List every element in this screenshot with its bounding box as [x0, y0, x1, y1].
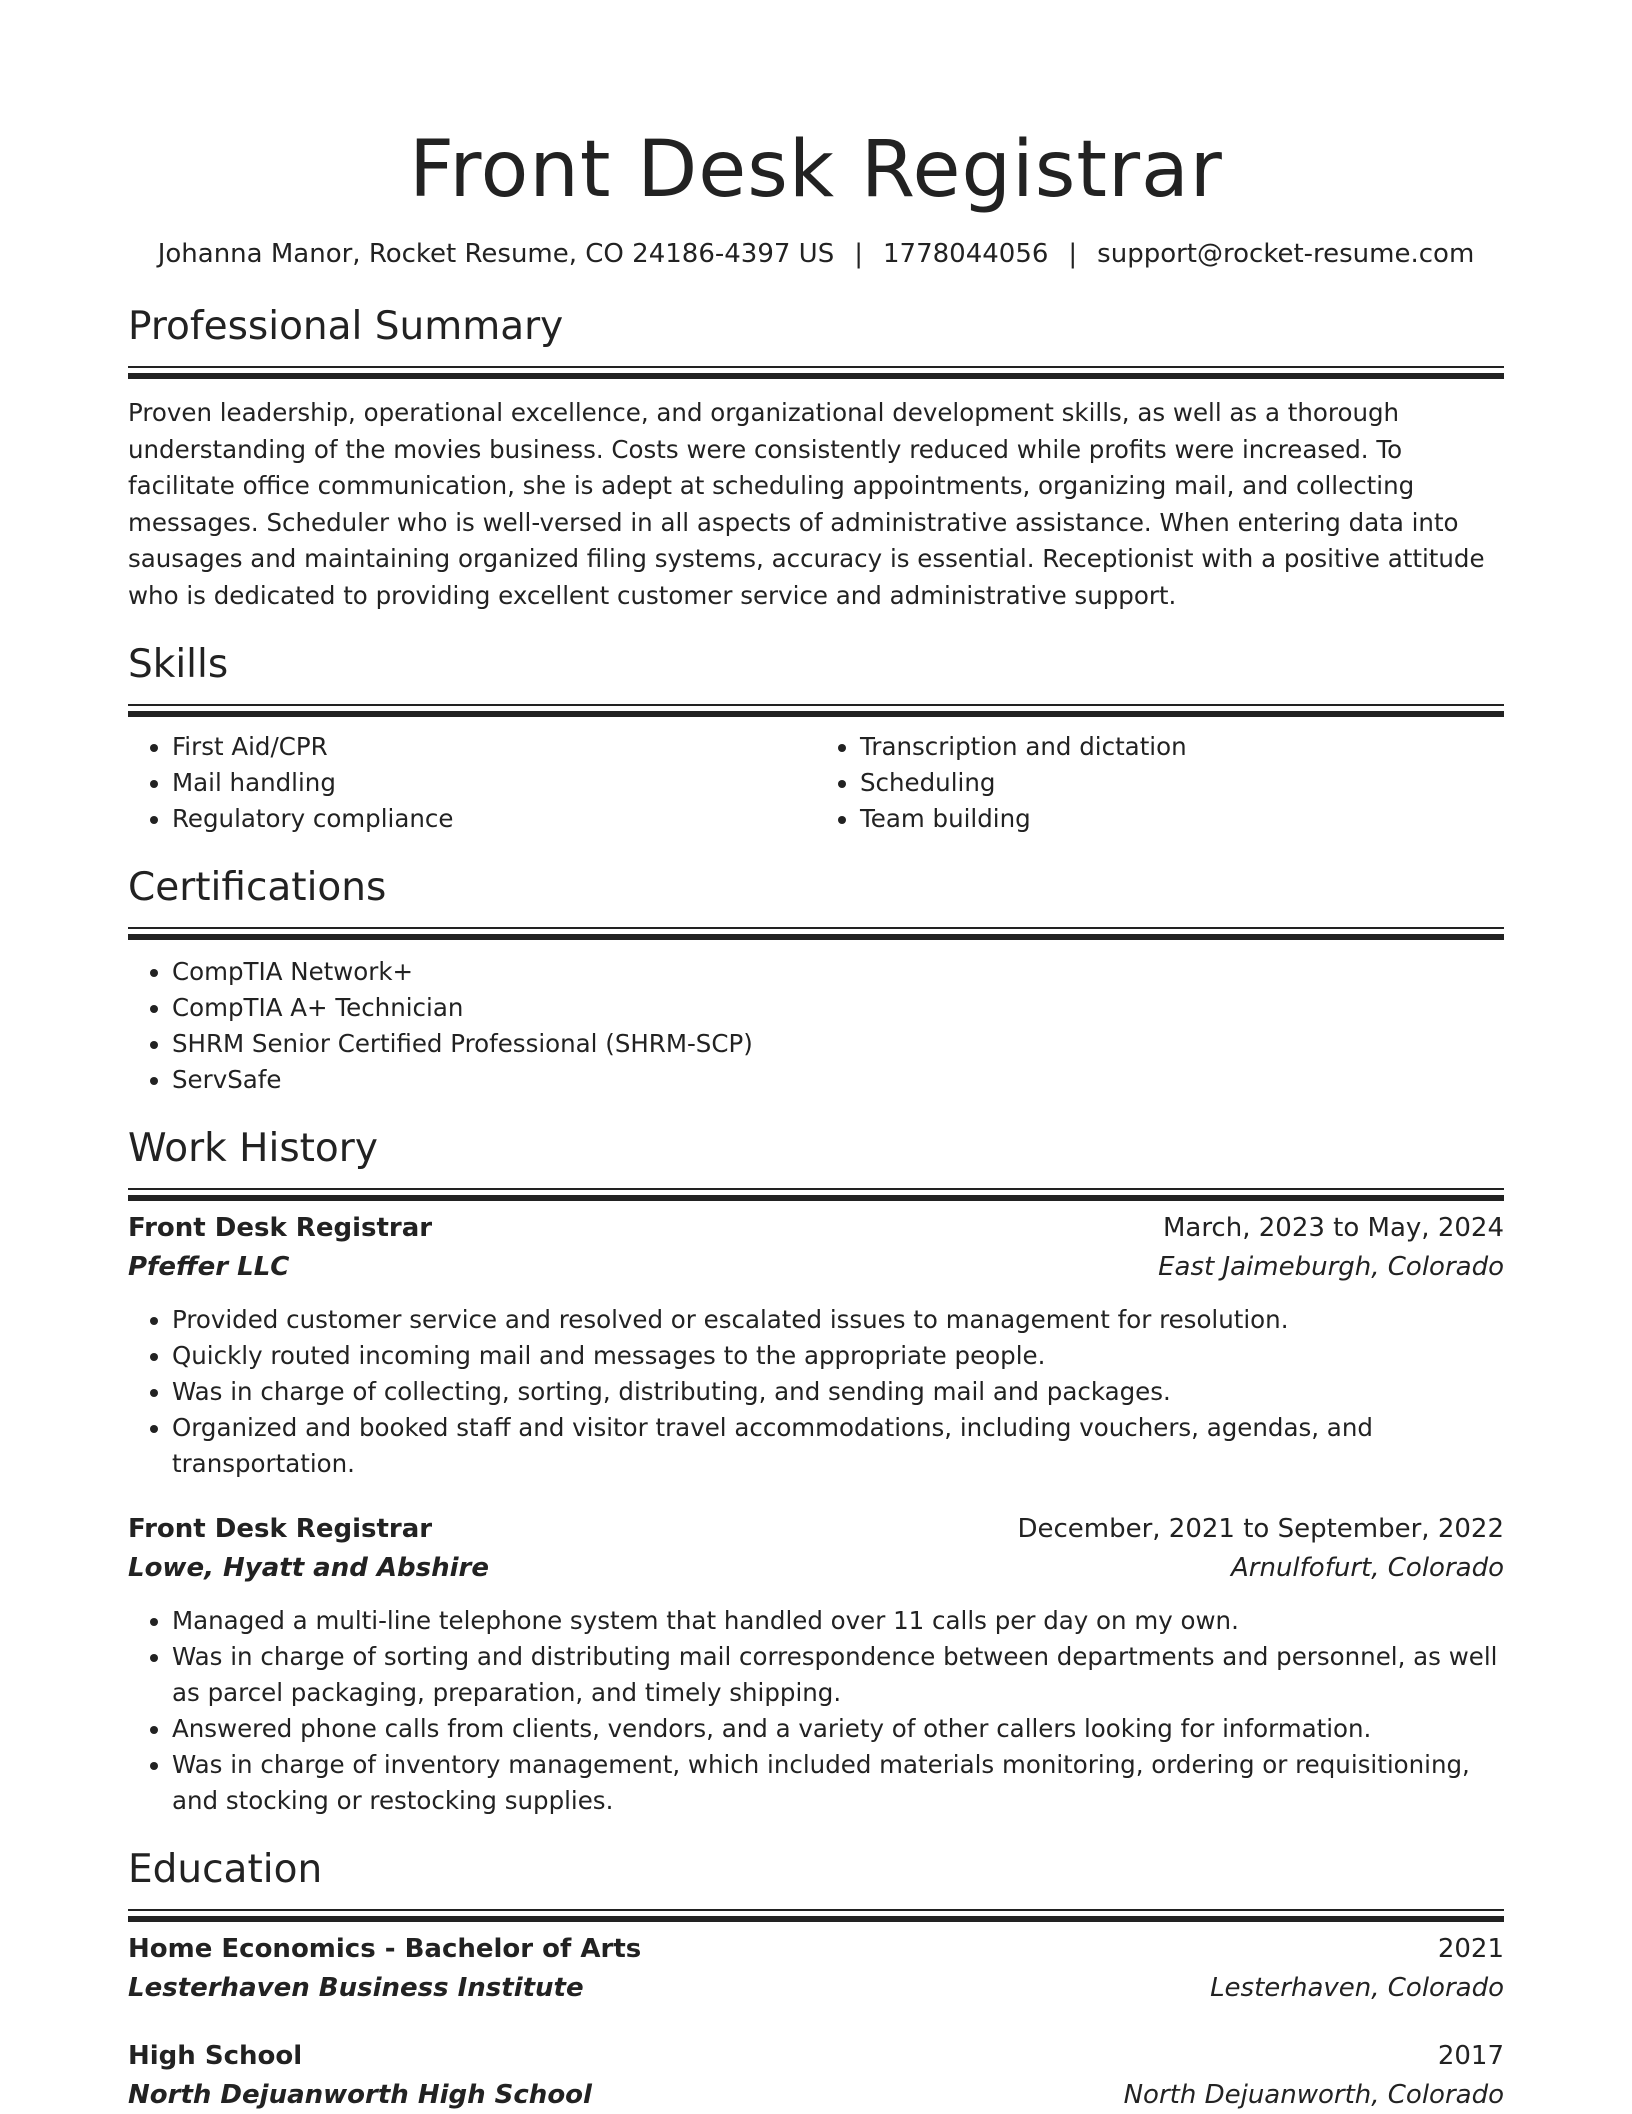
- skills-heading: Skills: [128, 642, 229, 687]
- section-divider: [128, 1909, 1504, 1916]
- education-degree: Home Economics - Bachelor of Arts: [128, 1934, 642, 1964]
- job-company: Pfeffer LLC: [128, 1252, 290, 1282]
- education-entry: [128, 2037, 1504, 2114]
- work-history-heading: Work History: [128, 1126, 378, 1171]
- resume-title: Front Desk Registrar: [409, 125, 1223, 215]
- skill-item: • Regulatory compliance: [172, 801, 816, 837]
- job-dates: March, 2023 to May, 2024: [1162, 1213, 1504, 1243]
- education-degree: High School: [128, 2041, 303, 2071]
- job-bullet: • Managed a multi-line telephone system that handled over 11 calls per day on my own.: [172, 1603, 1504, 1639]
- education-subheader-row: [128, 2076, 1504, 2114]
- skill-item: • Transcription and dictation: [860, 729, 1504, 765]
- job-header-row: [128, 1510, 1504, 1548]
- education-year: 2017: [1437, 2041, 1504, 2071]
- job-dates: December, 2021 to September, 2022: [1017, 1514, 1504, 1544]
- contact-separator: |: [854, 239, 863, 269]
- skills-list-left: [128, 729, 816, 837]
- job-location: Arnulfofurt, Colorado: [1231, 1553, 1504, 1583]
- job-entry: [128, 1209, 1504, 1482]
- education-school: North Dejuanworth High School: [128, 2080, 592, 2110]
- work-history-section: [128, 1124, 1504, 1819]
- job-bullet: • Quickly routed incoming mail and messages to the appropriate people.: [172, 1338, 1504, 1374]
- certification-item: • CompTIA A+ Technician: [172, 990, 1504, 1026]
- education-section: [128, 1845, 1504, 2114]
- summary-section: [128, 302, 1504, 614]
- education-location: Lesterhaven, Colorado: [1210, 1973, 1504, 2003]
- job-location: East Jaimeburgh, Colorado: [1158, 1252, 1504, 1282]
- job-bullet: • Was in charge of collecting, sorting, distributing, and sending mail and packages.: [172, 1374, 1504, 1410]
- contact-line: [128, 236, 1504, 272]
- contact-separator: |: [1068, 239, 1078, 269]
- education-header-row: [128, 2037, 1504, 2075]
- skills-section: [128, 640, 1504, 837]
- skill-item: • Mail handling: [172, 765, 816, 801]
- job-title: Front Desk Registrar: [128, 1514, 433, 1544]
- certifications-list: [128, 954, 1504, 1098]
- job-bullets: [128, 1603, 1504, 1819]
- education-heading: Education: [128, 1847, 323, 1892]
- education-location: North Dejuanworth, Colorado: [1123, 2080, 1504, 2110]
- contact-email: support@rocket-resume.com: [1097, 239, 1475, 269]
- section-divider: [128, 927, 1504, 934]
- section-divider: [128, 366, 1504, 373]
- job-entry: [128, 1510, 1504, 1819]
- summary-heading: Professional Summary: [128, 304, 564, 349]
- section-divider: [128, 1188, 1504, 1195]
- job-bullet: • Organized and booked staff and visitor travel accommodations, including vouchers, agendas, and transportation.: [172, 1410, 1504, 1482]
- skill-item: • First Aid/CPR: [172, 729, 816, 765]
- certifications-heading: Certifications: [128, 865, 387, 910]
- contact-address: Johanna Manor, Rocket Resume, CO 24186-4397 US: [157, 239, 835, 269]
- certification-item: • CompTIA Network+: [172, 954, 1504, 990]
- contact-phone: 1778044056: [882, 239, 1049, 269]
- job-title: Front Desk Registrar: [128, 1213, 433, 1243]
- job-bullets: [128, 1302, 1504, 1482]
- job-subheader-row: [128, 1248, 1504, 1286]
- certification-item: • SHRM Senior Certified Professional (SHRM-SCP): [172, 1026, 1504, 1062]
- skills-columns: [128, 729, 1504, 837]
- job-bullet: • Was in charge of inventory management, which included materials monitoring, ordering or requisitioning, and stocking or restocking supplies.: [172, 1747, 1504, 1819]
- certification-item: • ServSafe: [172, 1062, 1504, 1098]
- job-subheader-row: [128, 1549, 1504, 1587]
- education-year: 2021: [1437, 1934, 1504, 1964]
- education-school: Lesterhaven Business Institute: [128, 1973, 584, 2003]
- job-bullet: • Answered phone calls from clients, vendors, and a variety of other callers looking for information.: [172, 1711, 1504, 1747]
- education-header-row: [128, 1930, 1504, 1968]
- education-subheader-row: [128, 1969, 1504, 2007]
- education-entry: [128, 1930, 1504, 2007]
- job-bullet: • Provided customer service and resolved or escalated issues to management for resolution.: [172, 1302, 1504, 1338]
- summary-text: Proven leadership, operational excellence, and organizational development skills, as well as a thorough understanding of the movies business. Costs were consistently reduced while profits were increased. To facilitate office communication, she is adept at scheduling appointments, organizing mail, and collecting messages. Scheduler who is well-versed in all aspects of administrative assistance. When entering data into sausages and maintaining organized filing systems, accuracy is essential. Receptionist with a positive attitude who is dedicated to providing excellent customer service and administrative support.: [128, 398, 1485, 610]
- job-header-row: [128, 1209, 1504, 1247]
- certifications-section: [128, 863, 1504, 1098]
- section-divider: [128, 704, 1504, 711]
- job-bullet: • Was in charge of sorting and distributing mail correspondence between departments and personnel, as well as parcel packaging, preparation, and timely shipping.: [172, 1639, 1504, 1711]
- skill-item: • Team building: [860, 801, 1504, 837]
- job-company: Lowe, Hyatt and Abshire: [128, 1553, 489, 1583]
- skill-item: • Scheduling: [860, 765, 1504, 801]
- skills-list-right: [816, 729, 1504, 837]
